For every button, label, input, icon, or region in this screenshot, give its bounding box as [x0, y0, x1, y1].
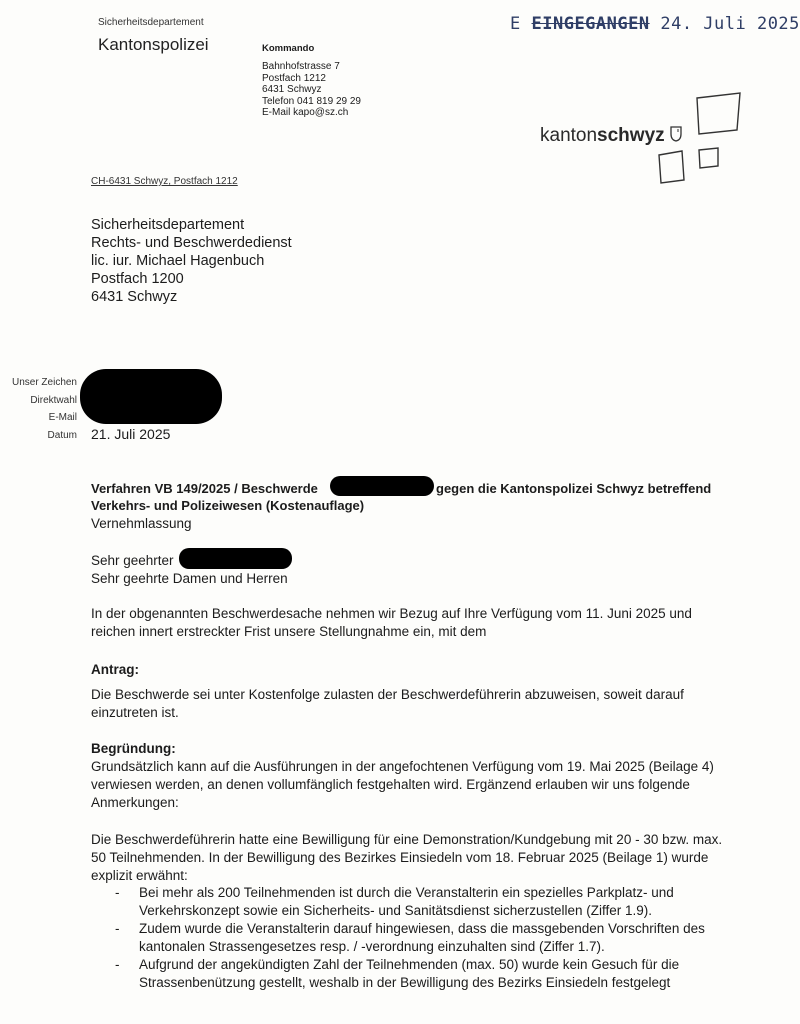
subject-line3: Vernehmlassung [91, 516, 192, 531]
list-item: - Zudem wurde die Veranstalterin darauf hingewiesen, dass die massgebenden Vorschriften des kantonalen Strassengesetzes resp. / -verordnung einzuhalten sind (Ziffer 1.7). [115, 921, 705, 954]
address-line: Telefon 041 819 29 29 [262, 95, 361, 107]
stamp-date: 24. Juli 2025 [660, 14, 800, 34]
sender-address-block [262, 61, 361, 119]
department-name: Sicherheitsdepartement [98, 17, 204, 28]
begruendung-paragraph: Grundsätzlich kann auf die Ausführungen in der angefochtenen Verfügung vom 19. Mai 2025 (Beilage 4) verwiesen werden, an denen vollumfänglich festgehalten wird. Ergänzend erlauben wir uns folgende Anmerkungen: [91, 759, 714, 810]
redaction-block [80, 369, 222, 424]
recipient-line: Postfach 1200 [91, 271, 184, 287]
subject-part1: Verfahren VB 149/2025 / Beschwerde [91, 481, 318, 496]
label-direct-dial: Direktwahl [30, 394, 77, 406]
unit-name: Kommando [262, 43, 315, 54]
coat-of-arms-icon [670, 126, 682, 142]
list-item: - Aufgrund der angekündigten Zahl der Teilnehmenden (max. 50) wurde kein Gesuch für die Strassenbenützung gestellt, weshalb in der Bewilligung des Bezirks Einsiedeln festgelegt [115, 957, 680, 990]
recipient-line: Rechts- und Beschwerdedienst [91, 235, 292, 251]
label-email: E-Mail [48, 412, 77, 423]
intro-paragraph: In der obgenannten Beschwerdesache nehmen wir Bezug auf Ihre Verfügung vom 11. Juni 2025 und reichen innert erstreckter Frist unsere Stellungnahme ein, mit dem [91, 606, 692, 639]
recipient-line: 6431 Schwyz [91, 289, 178, 305]
redaction-block [330, 476, 434, 496]
label-our-reference: Unser Zeichen [11, 377, 77, 388]
recipient-address-block [91, 216, 292, 306]
redaction-block [179, 548, 292, 569]
canton-logo-text [540, 125, 682, 147]
address-line: Postfach 1212 [262, 72, 326, 84]
letter-date: 21. Juli 2025 [91, 426, 171, 442]
label-date: Datum [47, 429, 77, 441]
received-stamp [510, 14, 800, 34]
address-line: E-Mail kapo@sz.ch [262, 107, 349, 118]
begruendung-heading: Begründung: [91, 741, 176, 756]
salutation-line1: Sehr geehrter [91, 553, 174, 568]
subject-part2: gegen die Kantonspolizei Schwyz betreffend [436, 481, 712, 496]
stamp-word: EINGEGANGEN [531, 14, 650, 34]
antrag-paragraph: Die Beschwerde sei unter Kostenfolge zulasten der Beschwerdeführerin abzuweisen, soweit darauf einzutreten ist. [91, 687, 684, 720]
subject-line2: Verkehrs- und Polizeiwesen (Kostenauflage) [91, 498, 365, 513]
reference-labels [10, 374, 77, 444]
recipient-line: Sicherheitsdepartement [91, 217, 245, 233]
logo-text-bold: schwyz [597, 125, 665, 146]
list-item: - Bei mehr als 200 Teilnehmenden ist durch die Veranstalterin ein spezielles Parkplatz- und Verkehrskonzept sowie ein Sicherheits- und Sanitätsdienst sicherzustellen (Ziffer 1.9). [115, 885, 674, 918]
logo-text-light: kanton [540, 125, 598, 146]
organization-name: Kantonspolizei [98, 35, 209, 54]
salutation-line2: Sehr geehrte Damen und Herren [91, 571, 288, 586]
antrag-heading: Antrag: [91, 662, 139, 677]
address-line: Bahnhofstrasse 7 [262, 61, 340, 72]
sender-return-line: CH-6431 Schwyz, Postfach 1212 [91, 176, 238, 187]
bullet-list [91, 884, 731, 992]
stamp-prefix: E [510, 14, 521, 34]
recipient-line: lic. iur. Michael Hagenbuch [91, 253, 265, 269]
address-line: 6431 Schwyz [262, 84, 322, 95]
body-paragraph: Die Beschwerdeführerin hatte eine Bewilligung für eine Demonstration/Kundgebung mit 20 - 30 bzw. max. 50 Teilnehmenden. In der Bewilligung des Bezirkes Einsiedeln vom 18. Februar 2025 (Beilage 1) wurde explizit erwähnt: [91, 832, 723, 883]
